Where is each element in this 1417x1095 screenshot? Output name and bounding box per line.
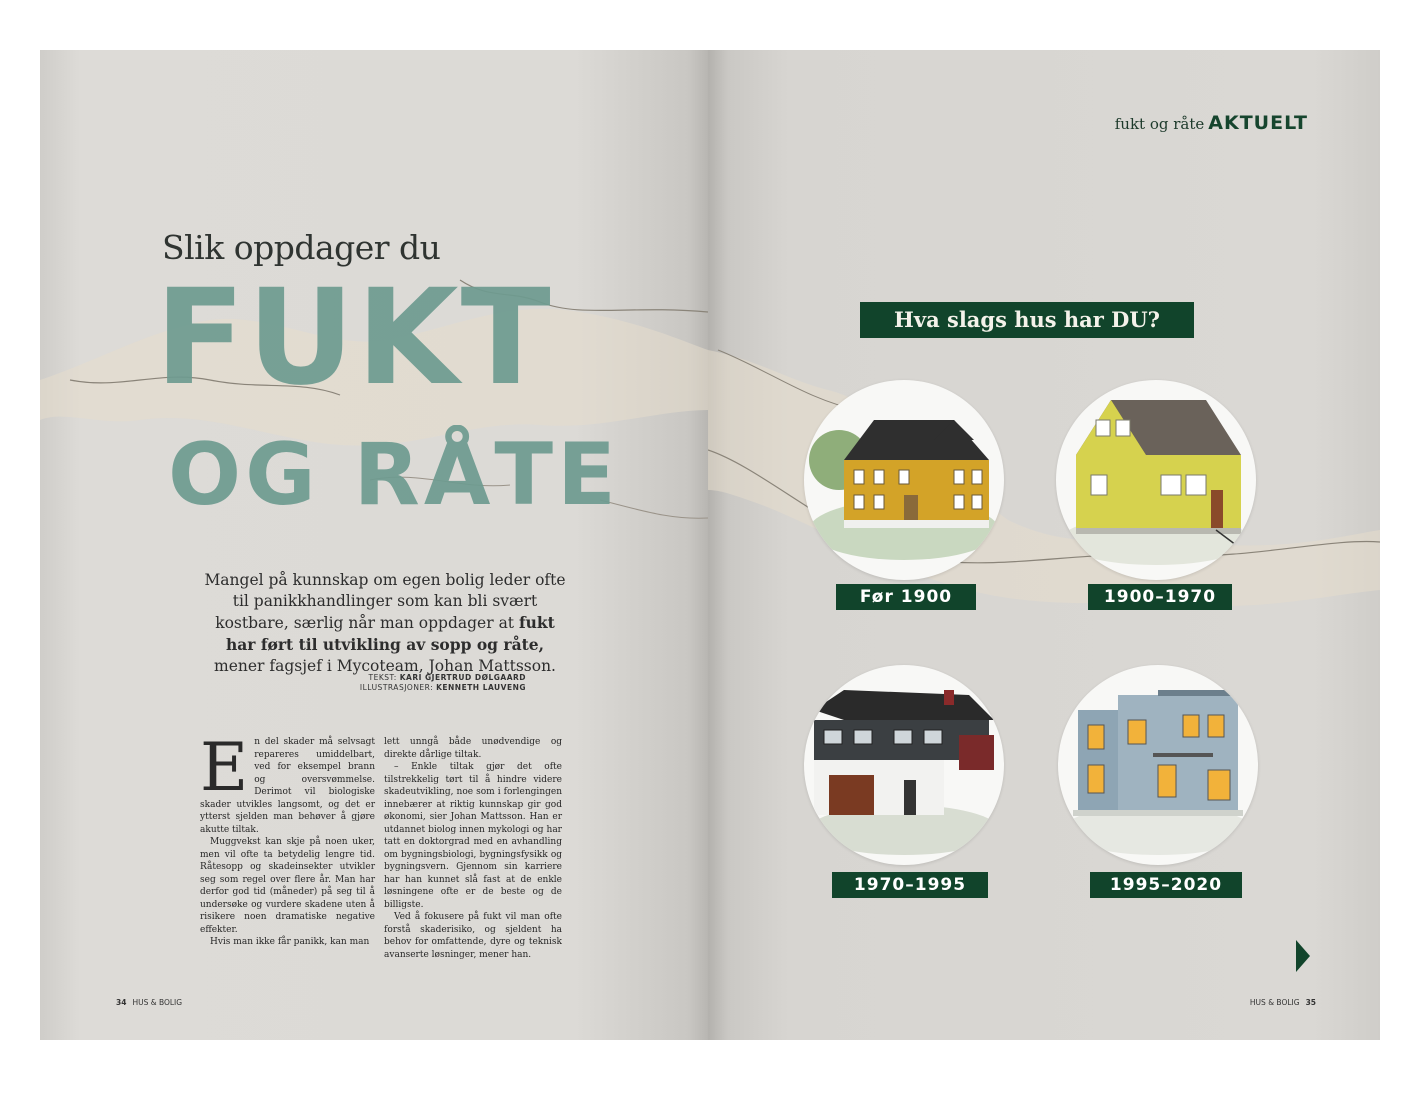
ingress-text-1: Mangel på kunnskap om egen bolig leder ofte til panikkhandlinger som kan bli svært kostbare, særlig når man oppdager at — [204, 571, 566, 632]
article-ingress — [200, 570, 570, 677]
house-type-question: Hva slags hus har DU? — [860, 302, 1194, 338]
house-label-1995-2020: 1995–2020 — [1090, 872, 1242, 898]
ingress-bold: fukt har ført til utvikling av sopp og råte, — [225, 613, 555, 654]
right-page-number: 35 — [1305, 998, 1316, 1007]
body-paragraph: – Enkle tiltak gjør det ofte tilstrekkelig tørt til å hindre videre skadeutvikling, noe som i forlengingen innebærer at riktig kunnskap gir god økonomi, sier Johan Mattsson. Han er utdannet biolog innen mykologi og har tatt en doktorgrad med en avhandling om bygningsbiologi, bygningsfysikk og bygningsvern. Gjennom sin karriere har han kunnet slå fast at de enkle løsningene ofte er de beste og de billigste. — [384, 762, 562, 910]
article-title-line1: FUKT — [155, 261, 553, 415]
house-icon — [1056, 380, 1256, 580]
credit-text-label: TEKST: — [368, 673, 397, 682]
left-magazine-name: HUS & BOLIG — [132, 998, 183, 1007]
kicker-section: fukt og råte — [1114, 115, 1205, 133]
house-illustration-1970-1995 — [804, 665, 1004, 865]
house-icon — [804, 380, 1004, 580]
article-pre-title: Slik oppdager du — [162, 228, 441, 267]
ingress-text-2: mener fagsjef i Mycoteam, Johan Mattsson. — [214, 657, 556, 675]
kicker-tag: AKTUELT — [1208, 112, 1308, 134]
body-paragraph: Muggvekst kan skje på noen uker, men vil ofte ta betydelig lengre tid. Råtesopp og skadeinsekter utvikler seg som regel over flere år. Man har derfor god tid (måneder) på seg til å undersøke og vurdere skadene uten å risikere noen dramatiske negative effekter. — [200, 837, 375, 935]
house-icon — [804, 665, 1004, 865]
house-illustration-pre1900 — [804, 380, 1004, 580]
credit-illus-label: ILLUSTRASJONER: — [359, 683, 434, 692]
triangle-right-icon — [1296, 940, 1310, 972]
left-page-number: 34 — [116, 998, 127, 1007]
magazine-spread — [40, 50, 1380, 1040]
left-page — [40, 50, 708, 1040]
house-illustration-1900-1970 — [1056, 380, 1256, 580]
credit-text-name: KARI GJERTRUD DØLGAARD — [399, 673, 526, 682]
credit-illus-name: KENNETH LAUVENG — [436, 683, 526, 692]
house-illustration-1995-2020 — [1058, 665, 1258, 865]
house-icon — [1058, 665, 1258, 865]
body-column-1 — [200, 729, 375, 949]
article-credits — [276, 673, 526, 693]
body-column-2 — [384, 736, 562, 961]
right-magazine-name: HUS & BOLIG — [1249, 998, 1300, 1007]
house-label-1900-1970: 1900–1970 — [1088, 584, 1232, 610]
body-paragraph: lett unngå både unødvendige og direkte dårlige tiltak. — [384, 737, 562, 760]
body-paragraph: Hvis man ikke får panikk, kan man — [210, 937, 370, 947]
house-label-pre1900: Før 1900 — [836, 584, 976, 610]
wall-crack-illustration-right — [708, 50, 1380, 1040]
body-paragraph: Ved å fokusere på fukt vil man ofte forstå skaderisiko, og sjeldent ha behov for omfattende, dyre og teknisk avanserte løsninger, mener han. — [384, 912, 562, 960]
house-label-1970-1995: 1970–1995 — [832, 872, 988, 898]
right-folio — [1250, 998, 1322, 1007]
body-paragraph: n del skader må selvsagt repareres umiddelbart, ved for eksempel brann og oversvømmelse. Derimot vil biologiske skader utvikles langsomt, og det er ytterst sjelden man behøver å gjøre akutte tiltak. — [200, 737, 375, 835]
drop-cap: E — [200, 729, 249, 806]
left-folio — [110, 998, 182, 1007]
section-kicker — [1115, 112, 1308, 134]
article-title-line2: OG RÅTE — [168, 425, 620, 525]
right-page — [708, 50, 1380, 1040]
